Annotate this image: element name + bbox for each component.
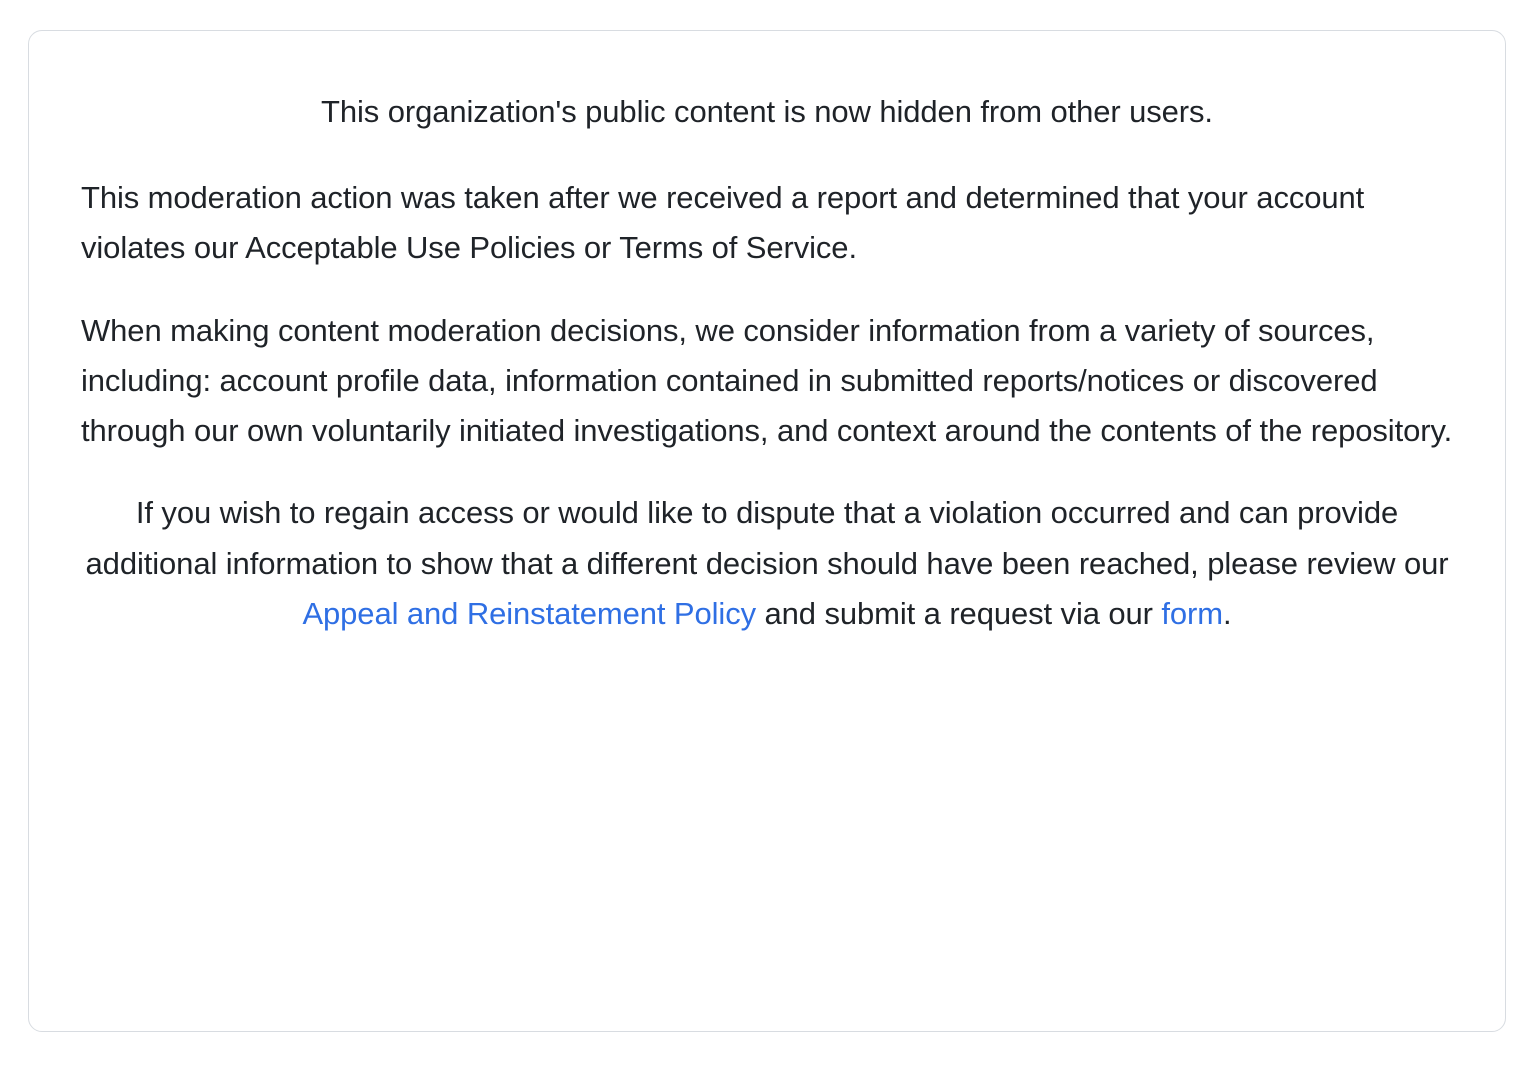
appeal-and-reinstatement-policy-link[interactable]: Appeal and Reinstatement Policy <box>302 595 757 631</box>
appeal-form-link[interactable]: form <box>1161 595 1224 631</box>
notice-sources-paragraph: When making content moderation decisions, we consider information from a variety of sources, including: account profile data, information contained in submitted reports/notices or discovered through our own voluntarily initiated investigations, and context around the contents of the repository. <box>81 312 1453 449</box>
notice-body <box>81 87 1453 639</box>
moderation-notice-card <box>28 30 1506 1032</box>
appeal-text-after-link: . <box>1223 595 1232 631</box>
notice-appeal-paragraph <box>81 488 1453 639</box>
appeal-text-before-link: If you wish to regain access or would like to dispute that a violation occurred and can provide additional information to show that a different decision should have been reached, please review our <box>85 495 1449 581</box>
notice-headline: This organization's public content is now hidden from other users. <box>321 94 1213 129</box>
notice-moderation-paragraph: This moderation action was taken after we received a report and determined that your account violates our Acceptable Use Policies or Terms of Service. <box>81 180 1365 266</box>
appeal-text-between-links: and submit a request via our <box>756 595 1162 631</box>
